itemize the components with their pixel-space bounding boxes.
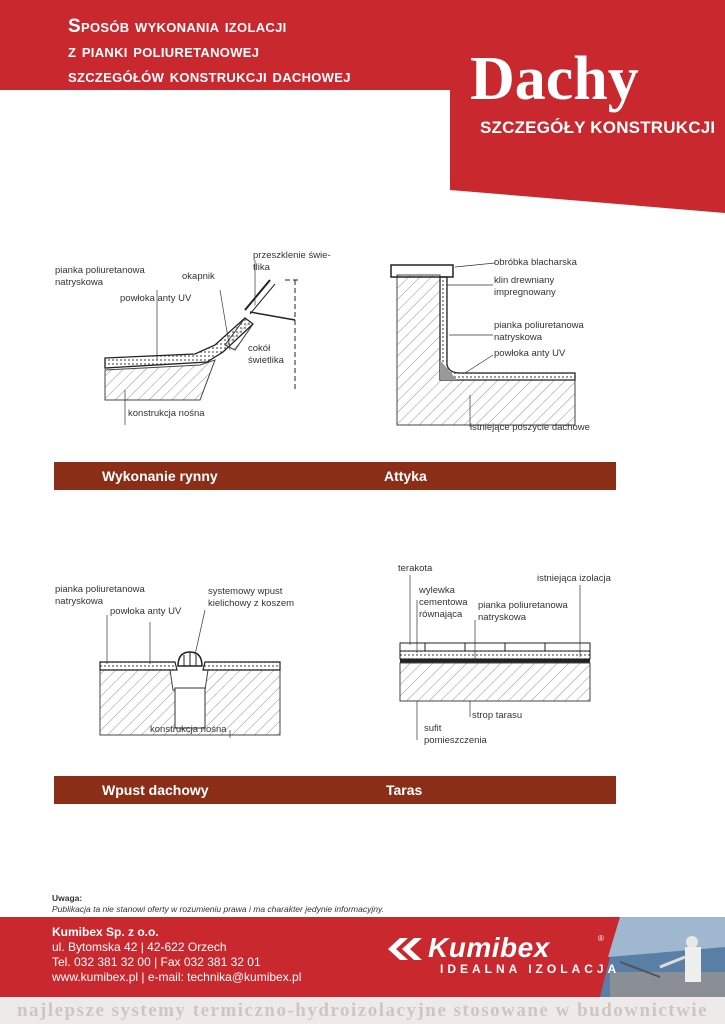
label-taras-strop: strop tarasu [472,710,523,721]
label-attyka-powloka: powłoka anty UV [494,348,566,359]
label-wpust-system: systemowy wpust kielichowy z koszem [208,586,295,609]
page-title-line-2: z pianki poliuretanowej [68,41,260,62]
kumibex-logo-icon [388,938,428,960]
label-attyka-klin: klin drewniany impregnowany [494,275,556,298]
diagram-wpust [95,600,295,740]
label-taras-izolacja: istniejąca izolacja [537,573,611,584]
page-title-line-1: Sposób wykonania izolacji [68,16,287,37]
footer-web: www.kumibex.pl | e-mail: technika@kumibex.pl [52,970,302,984]
label-rynna-przeszklenie: przeszklenie świe- tlika [253,250,331,273]
caption-rynna: Wykonanie rynny [102,468,218,484]
bottom-tagline: najlepsze systemy termiczno-hydroizolacyjne stosowane w budownictwie [0,997,725,1024]
label-taras-sufit: sufit pomieszczenia [424,723,487,746]
label-rynna-pianka: pianka poliuretanowa natryskowa [55,265,145,288]
label-attyka-poszycie: istniejące poszycie dachowe [470,422,590,433]
label-wpust-powloka: powłoka anty UV [110,606,182,617]
page-title [68,14,351,89]
caption-bar-1 [54,462,616,490]
label-attyka-pianka: pianka poliuretanowa natryskowa [494,320,584,343]
footer-address: ul. Bytomska 42 | 42-622 Orzech [52,940,227,954]
footer-company: Kumibex Sp. z o.o. [52,925,159,939]
brand-name: Kumibex [428,932,550,963]
caption-bar-2 [54,776,616,804]
label-wpust-konstrukcja: konstrukcja nośna [150,724,227,735]
label-rynna-okapnik: okapnik [182,271,215,282]
label-taras-pianka: pianka poliuretanowa natryskowa [478,600,568,623]
page-title-line-3: szczegółów konstrukcji dachowej [68,66,351,87]
label-taras-terakota: terakota [398,563,433,574]
caption-attyka: Attyka [384,468,427,484]
label-attyka-obrobka: obróbka blacharska [494,257,577,268]
label-taras-wylewka: wylewka cementowa równająca [419,585,468,620]
note-text: Publikacja ta nie stanowi oferty w rozumieniu prawa i ma charakter jedynie informacyjny. [52,904,384,914]
footer-phone: Tel. 032 381 32 00 | Fax 032 381 32 01 [52,955,261,969]
registered-mark-icon: ® [598,934,604,943]
note-heading: Uwaga: [52,893,83,903]
section-title: Dachy [470,45,639,113]
caption-wpust: Wpust dachowy [102,782,209,798]
label-rynna-konstrukcja: konstrukcja nośna [128,408,205,419]
footer-photo [600,917,725,997]
caption-taras: Taras [386,782,423,798]
label-rynna-powloka: powłoka anty UV [120,293,192,304]
label-rynna-cokol: cokół świetlika [248,343,284,366]
section-subtitle: SZCZEGÓŁY KONSTRUKCJI [480,118,716,137]
brand-tagline: IDEALNA IZOLACJA [440,962,621,976]
label-wpust-pianka: pianka poliuretanowa natryskowa [55,584,145,607]
